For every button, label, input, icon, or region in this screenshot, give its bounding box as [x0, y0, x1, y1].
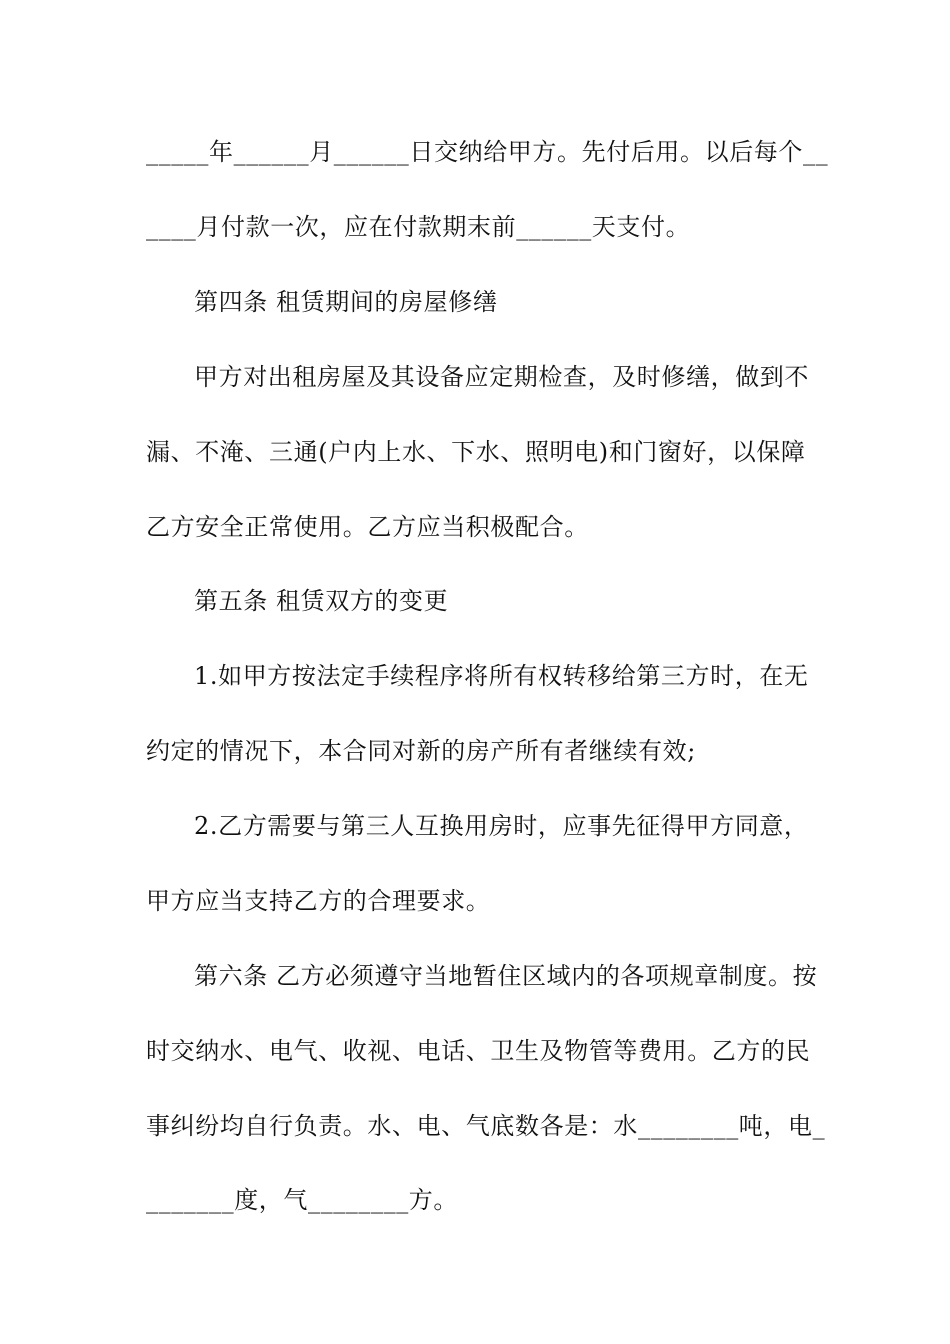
text-line-payment-date: _____年______月______日交纳给甲方。先付后用。以后每个__ [146, 138, 829, 166]
section-heading-article-6: 第六条 乙方必须遵守当地暂住区域内的各项规章制度。按 [194, 962, 818, 990]
text-line-repair-1: 甲方对出租房屋及其设备应定期检查，及时修缮，做到不 [194, 363, 809, 391]
text-line-payment-period: ____月付款一次，应在付款期末前______天支付。 [146, 213, 691, 241]
section-heading-article-5: 第五条 租赁双方的变更 [194, 587, 449, 615]
section-heading-article-4: 第四条 租赁期间的房屋修缮 [194, 288, 498, 316]
text-line-repair-2: 漏、不淹、三通(户内上水、下水、照明电)和门窗好，以保障 [146, 438, 806, 466]
text-line-fees-2: 事纠纷均自行负责。水、电、气底数各是：水________吨，电_ [146, 1112, 826, 1140]
text-line-fees-1: 时交纳水、电气、收视、电话、卫生及物管等费用。乙方的民 [146, 1037, 811, 1065]
text-line-change-2a: 2.乙方需要与第三人互换用房时，应事先征得甲方同意， [194, 812, 809, 840]
text-line-repair-3: 乙方安全正常使用。乙方应当积极配合。 [146, 513, 589, 541]
text-line-change-1a: 1.如甲方按法定手续程序将所有权转移给第三方时，在无 [194, 662, 809, 690]
text-line-change-2b: 甲方应当支持乙方的合理要求。 [146, 887, 491, 915]
text-line-fees-3: _______度，气________方。 [146, 1186, 458, 1214]
text-line-change-1b: 约定的情况下，本合同对新的房产所有者继续有效; [146, 737, 696, 765]
